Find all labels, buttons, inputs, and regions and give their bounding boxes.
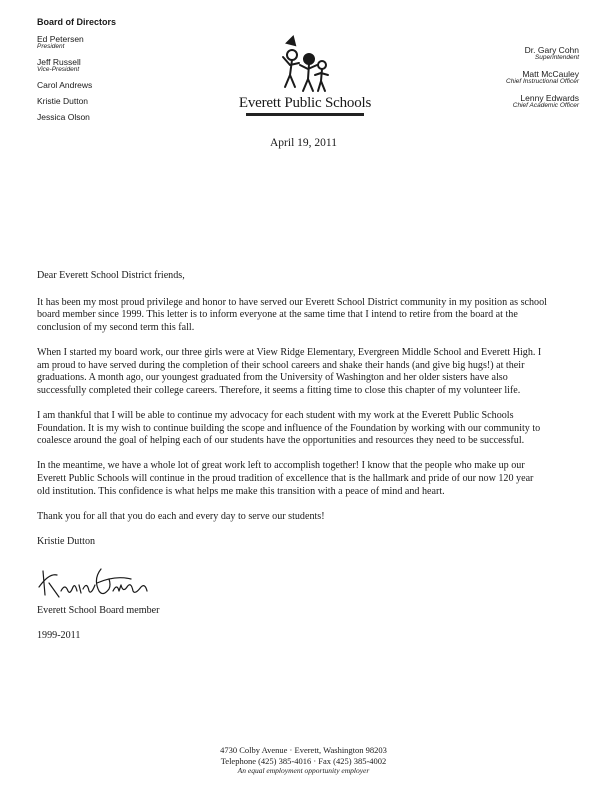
footer-phones: Telephone (425) 385-4016 · Fax (425) 385-4002 — [220, 755, 387, 766]
member-name: Lenny Edwards — [520, 93, 579, 103]
administration — [419, 45, 579, 117]
member-name: Jessica Olson — [37, 112, 90, 122]
logo-text: Everett Public Schools — [238, 95, 372, 111]
admin-member — [419, 93, 579, 110]
board-member — [37, 96, 187, 106]
board-member — [37, 34, 187, 51]
paragraph: Thank you for all that you do each and every day to serve our students! — [37, 510, 325, 522]
board-member — [37, 112, 187, 122]
district-logo — [215, 35, 395, 116]
footer-address: 4730 Colby Avenue · Everett, Washington 98203 — [220, 745, 387, 755]
member-name: Dr. Gary Cohn — [524, 45, 579, 55]
board-title: Board of Directors — [37, 17, 117, 27]
letter-body — [37, 270, 547, 655]
board-member — [37, 80, 187, 90]
logo-underline — [246, 113, 364, 116]
signer-name: Kristie Dutton — [37, 535, 96, 547]
paragraph: In the meantime, we have a whole lot of great work left to accomplish together! I know that the people who make up our Everett Public Schools will continue in the proud tradition of excellence that is the hallmark and pride of our now 120 year old institution. This confidence is what helps me make this transition with a peace of mind and heart. — [37, 460, 534, 497]
board-of-directors — [37, 17, 187, 128]
admin-member — [419, 69, 579, 86]
signer-years: 1999-2011 — [37, 630, 81, 642]
salutation: Dear Everett School District friends, — [37, 270, 185, 281]
board-member — [37, 57, 187, 74]
paragraph: When I started my board work, our three girls were at View Ridge Elementary, Evergreen Middle School and Everett High. I am proud to have served during the completion of their school careers and shake their hands (and give big hugs!) at their graduations. A month ago, our youngest graduated from the University of Washington and her older sisters have also successfully completed their college careers. Therefore, it seems a fitting time to close this chapter of my volunteer life. — [37, 346, 542, 396]
member-name: Kristie Dutton — [37, 96, 89, 106]
member-role: Chief Academic Officer — [512, 102, 579, 109]
paragraph: It has been my most proud privilege and honor to have served our Everett School District community in my position as school board member since 1999. This letter is to inform everyone at the same time that I intend to retire from the board at the conclusion of my second term this fall. — [37, 296, 547, 333]
member-role: President — [37, 43, 65, 50]
member-name: Ed Petersen — [37, 34, 84, 44]
member-name: Matt McCauley — [522, 69, 579, 79]
member-role: Chief Instructional Officer — [506, 78, 579, 85]
paragraph: I am thankful that I will be able to continue my advocacy for each student with my work at the Everett Public Schools Foundation. It is my wish to continue building the scope and influence of the Foundation by working with our community to coalesce around the goal of helping each of our students have the opportunities and resources they need to be successful. — [37, 409, 541, 447]
member-name: Jeff Russell — [37, 57, 81, 67]
admin-member — [419, 45, 579, 62]
signer-title: Everett School Board member — [37, 605, 160, 617]
handwritten-signature — [35, 561, 165, 601]
member-role: Superintendent — [534, 54, 579, 61]
member-role: Vice-President — [37, 66, 80, 73]
letter-date: April 19, 2011 — [270, 137, 337, 149]
member-name: Carol Andrews — [37, 80, 93, 90]
letterhead-footer — [0, 745, 607, 777]
footer-eoe: An equal employment opportunity employer — [237, 766, 370, 775]
students-logo-icon — [275, 35, 335, 97]
